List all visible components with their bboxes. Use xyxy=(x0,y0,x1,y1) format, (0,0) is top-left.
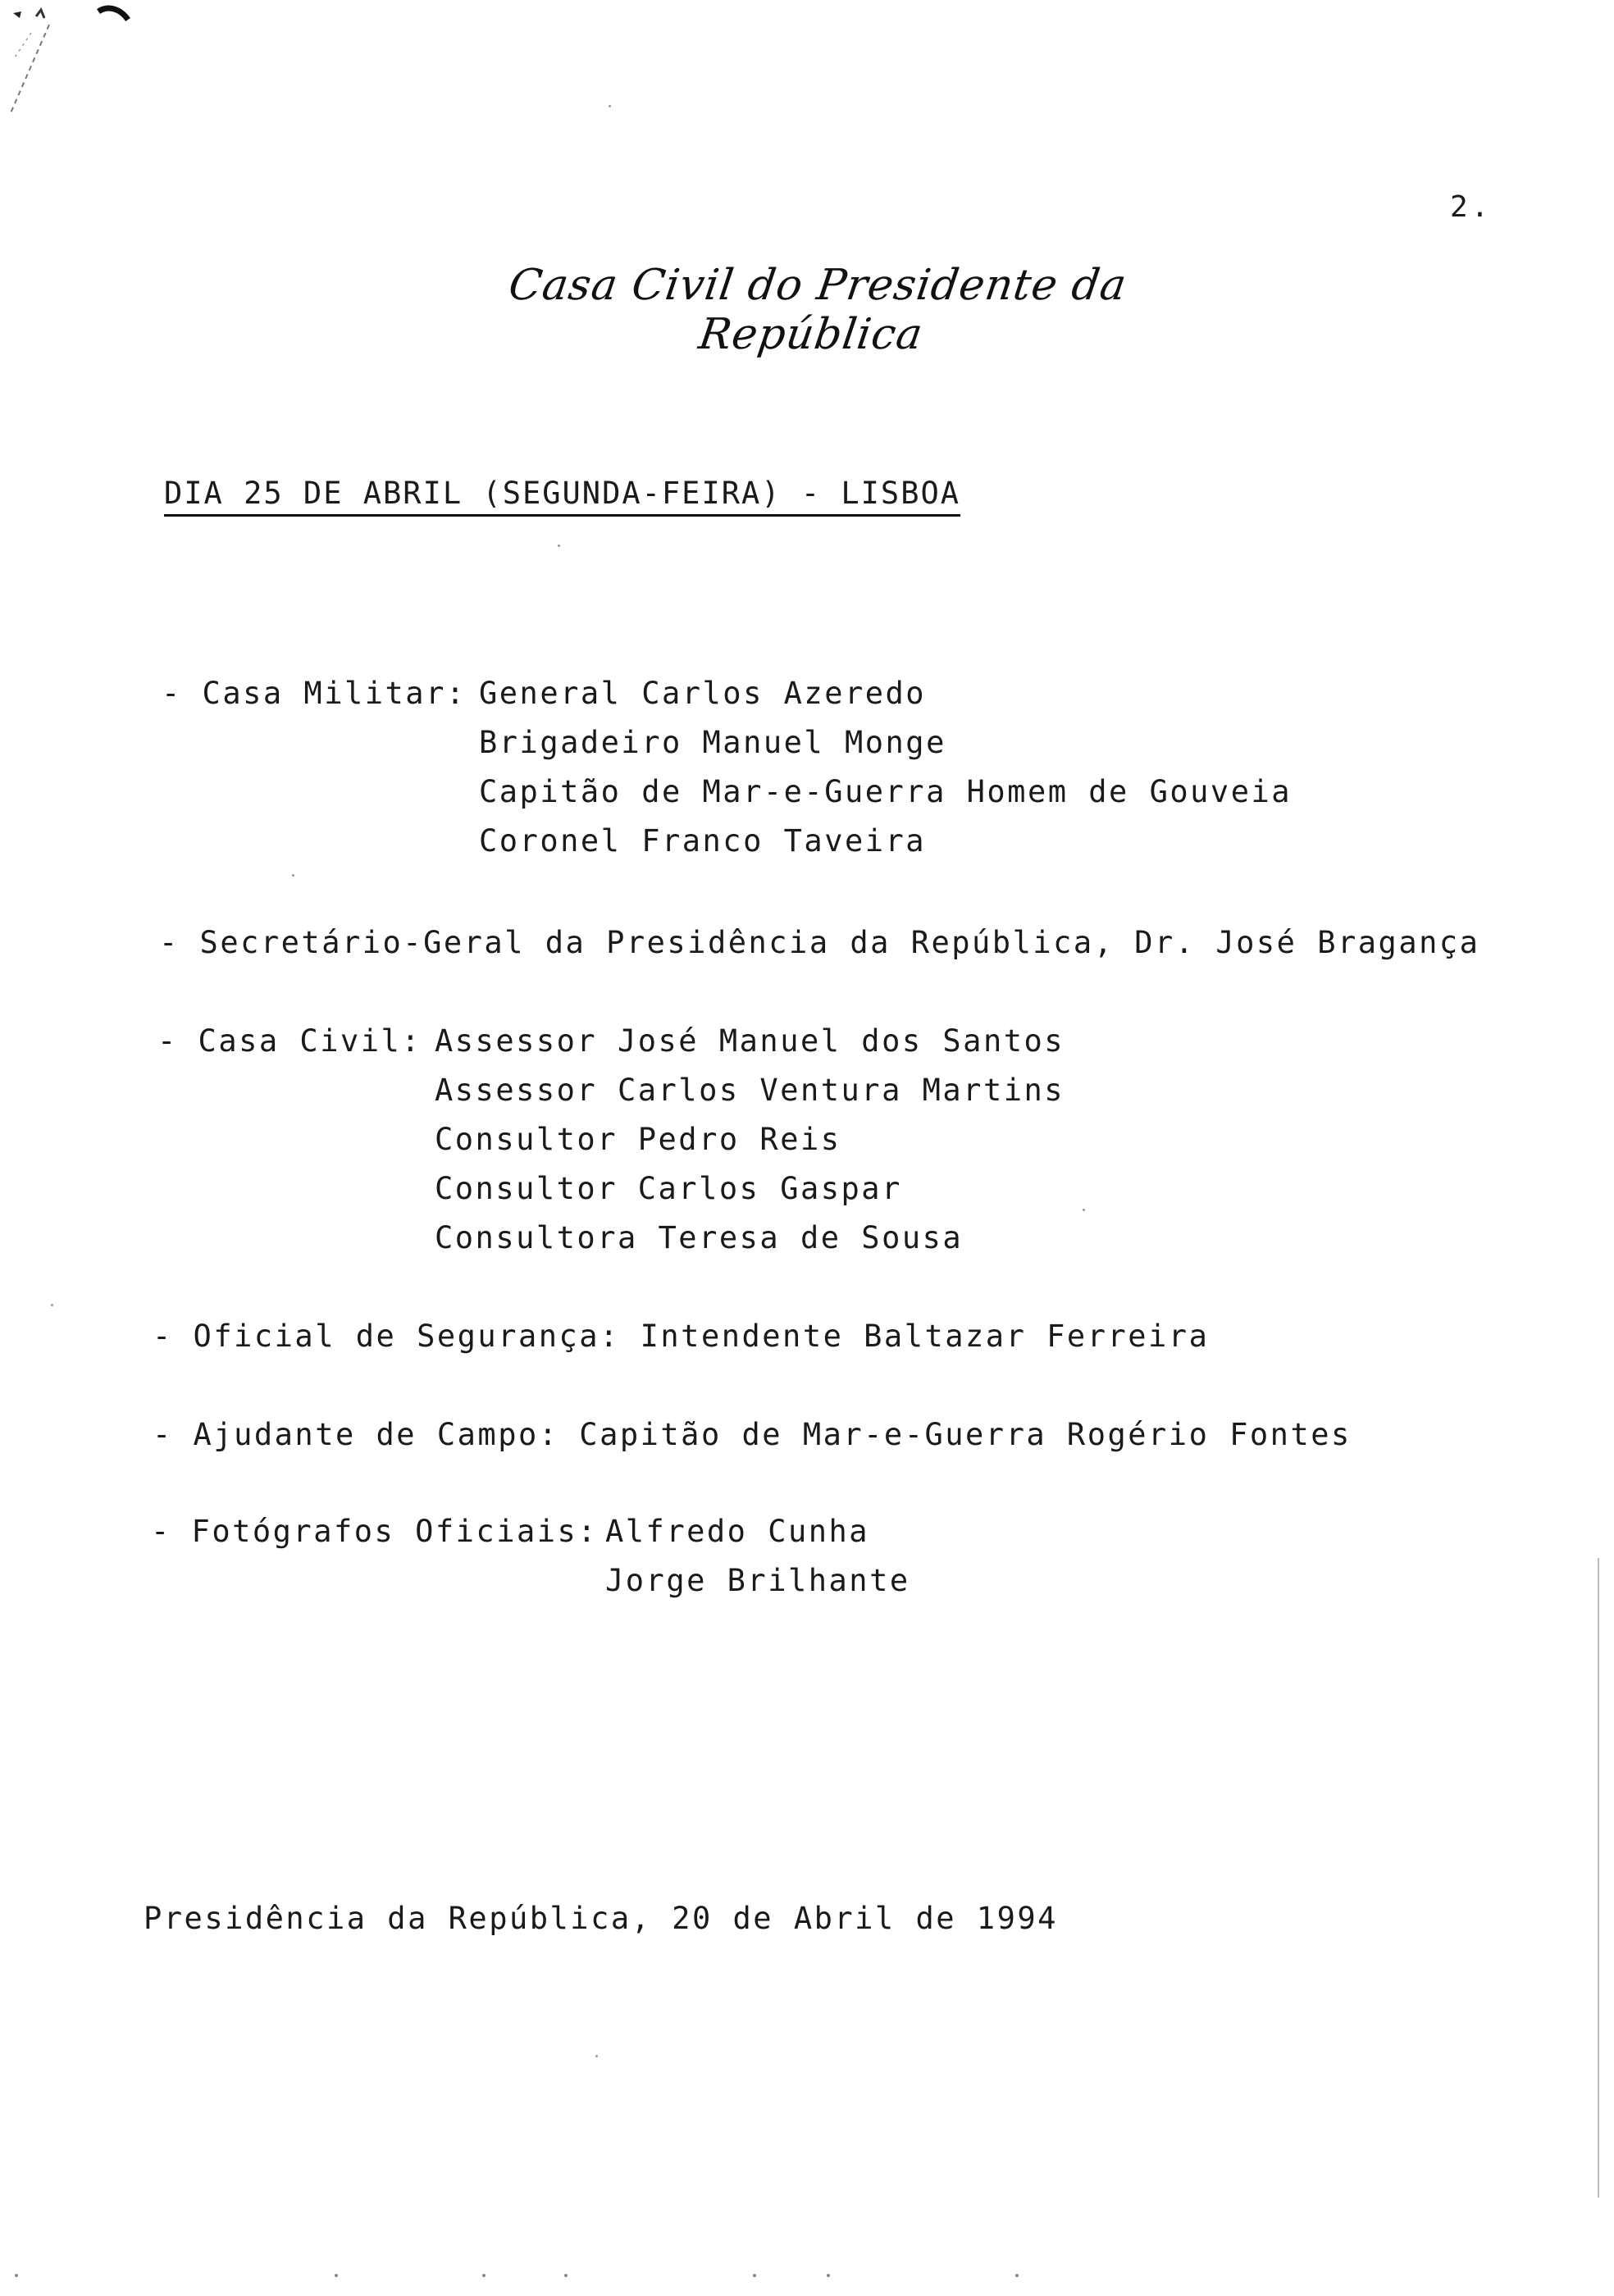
casa-militar-label: - Casa Militar: xyxy=(162,676,467,711)
scan-speck xyxy=(609,105,611,107)
oficial-seguranca-line: - Oficial de Segurança: Intendente Baltazar Ferreira xyxy=(153,1319,1210,1354)
scan-artifact-mark xyxy=(0,0,148,123)
casa-civil-member: Consultor Pedro Reis xyxy=(435,1122,841,1157)
fotografos-member: Jorge Brilhante xyxy=(605,1563,910,1598)
page-number: 2. xyxy=(1450,190,1493,224)
secretario-geral-line: - Secretário-Geral da Presidência da República, Dr. José Bragança xyxy=(159,925,1480,960)
casa-militar-member: General Carlos Azeredo xyxy=(479,676,927,711)
scan-speck xyxy=(292,874,294,877)
casa-civil-label: - Casa Civil: xyxy=(157,1023,422,1059)
scan-speck xyxy=(595,2055,598,2057)
casa-militar-member: Coronel Franco Taveira xyxy=(479,823,927,859)
scan-speck xyxy=(1083,1209,1085,1211)
casa-militar-member: Capitão de Mar-e-Guerra Homem de Gouveia xyxy=(479,774,1293,809)
casa-civil-member: Assessor Carlos Ventura Martins xyxy=(435,1073,1065,1108)
document-heading: DIA 25 DE ABRIL (SEGUNDA-FEIRA) - LISBOA xyxy=(164,476,960,517)
fotografos-member: Alfredo Cunha xyxy=(605,1514,870,1549)
scan-bottom-dots xyxy=(0,2273,1614,2278)
ajudante-campo-line: - Ajudante de Campo: Capitão de Mar-e-Guerra Rogério Fontes xyxy=(153,1417,1352,1452)
scan-edge-line xyxy=(1598,1558,1599,2198)
casa-civil-member: Assessor José Manuel dos Santos xyxy=(435,1023,1065,1059)
casa-civil-member: Consultor Carlos Gaspar xyxy=(435,1171,902,1206)
closing-line: Presidência da República, 20 de Abril de 1994 xyxy=(144,1901,1058,1936)
letterhead-title: Casa Civil do Presidente da República xyxy=(505,261,1130,359)
casa-civil-member: Consultora Teresa de Sousa xyxy=(435,1220,964,1255)
casa-militar-member: Brigadeiro Manuel Monge xyxy=(479,725,946,760)
fotografos-label: - Fotógrafos Oficiais: xyxy=(151,1514,599,1549)
scan-speck xyxy=(558,544,560,547)
scan-speck xyxy=(51,1304,53,1306)
